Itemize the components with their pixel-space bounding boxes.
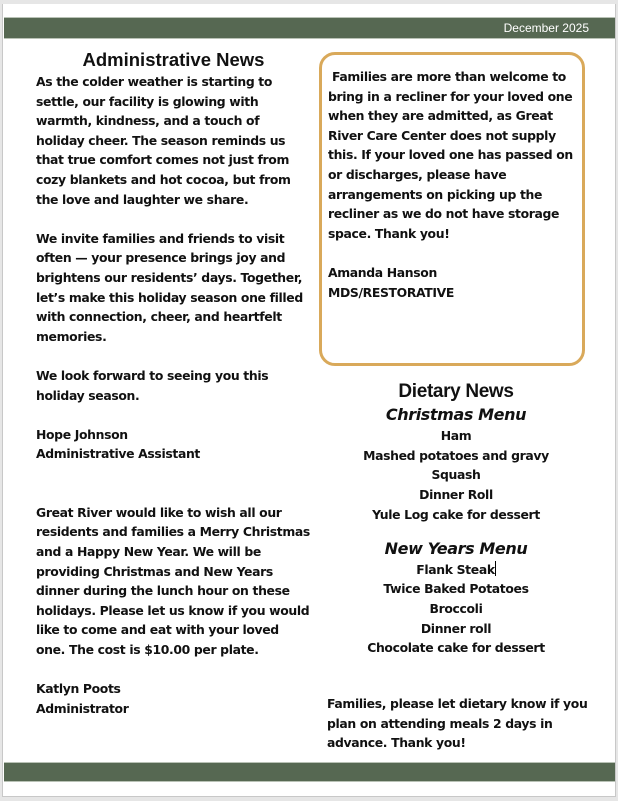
dietary-news-title: Dietary News <box>398 381 514 402</box>
holiday-message[interactable]: Great River would like to wish all our residents and families a Merry Christmas and a Happy New Year. We will be providing Christmas and New Years dinner during the lunch hour on these holidays. Please let us know if you would like to come and eat with your loved one. The cost is $10.00 per plate. <box>36 504 310 658</box>
admin-paragraph-2[interactable]: We invite families and friends to visit often — your presence brings joy and brightens our residents’ days. Together, let’s make this holiday season one filled with connection, cheer, and heartfelt memories. <box>36 230 303 344</box>
admin-paragraph-1[interactable]: As the colder weather is starting to settle, our facility is glowing with warmth, kindness, and a touch of holiday cheer. The season reminds us that true comfort comes not just from cozy blankets and hot cocoa, but from the love and laughter we share. <box>36 74 291 207</box>
recliner-notice-text[interactable]: Families are more than welcome to bring in a recliner for your loved one when they are admitted, as Great River Care Center does not supply this. If your loved one has passed on or discharges, please have arrangements on picking up the recliner as we do not have storage space. Thank you! <box>328 69 573 241</box>
signature-name[interactable]: Hope Johnson <box>36 426 128 442</box>
holiday-signature-role[interactable]: Administrator <box>36 700 129 716</box>
new-years-menu-item[interactable]: Flank Steak <box>416 561 495 577</box>
christmas-menu-item[interactable]: Yule Log cake for dessert <box>372 506 540 522</box>
signature-role[interactable]: Administrative Assistant <box>36 446 201 462</box>
dietary-note[interactable] <box>327 694 597 753</box>
christmas-menu-title: Christmas Menu <box>385 405 527 424</box>
holiday-signature-name[interactable]: Katlyn Poots <box>36 681 121 697</box>
footer-bar <box>4 762 615 782</box>
document-page <box>2 4 616 797</box>
new-years-menu-item[interactable]: Twice Baked Potatoes <box>383 581 529 597</box>
new-years-menu-item[interactable]: Dinner roll <box>420 620 492 636</box>
christmas-menu-item[interactable]: Mashed potatoes and gravy <box>363 447 549 463</box>
administrative-news-title: Administrative News <box>82 49 265 70</box>
christmas-menu-item[interactable]: Ham <box>440 428 472 443</box>
new-years-menu-item[interactable]: Chocolate cake for dessert <box>367 640 545 656</box>
christmas-menu-item[interactable]: Dinner Roll <box>419 487 493 503</box>
admin-paragraph-3[interactable]: We look forward to seeing you this holiday season. <box>36 367 269 403</box>
recliner-signature-name[interactable]: Amanda Hanson <box>328 264 437 280</box>
recliner-notice-box <box>319 52 585 366</box>
newsletter-date: December 2025 <box>503 21 589 35</box>
dietary-note-text[interactable]: Families, please let dietary know if you plan on attending meals 2 days in advance. Thank you! <box>327 696 588 751</box>
new-years-menu-title: New Years Menu <box>384 538 528 558</box>
text-cursor <box>495 561 496 576</box>
dietary-news-section <box>325 380 587 658</box>
recliner-signature-role[interactable]: MDS/RESTORATIVE <box>328 284 455 300</box>
new-years-menu-item[interactable]: Broccoli <box>429 600 483 616</box>
christmas-menu-item[interactable]: Squash <box>431 467 481 483</box>
header-bar <box>4 17 615 39</box>
administrative-news-section <box>36 48 311 718</box>
